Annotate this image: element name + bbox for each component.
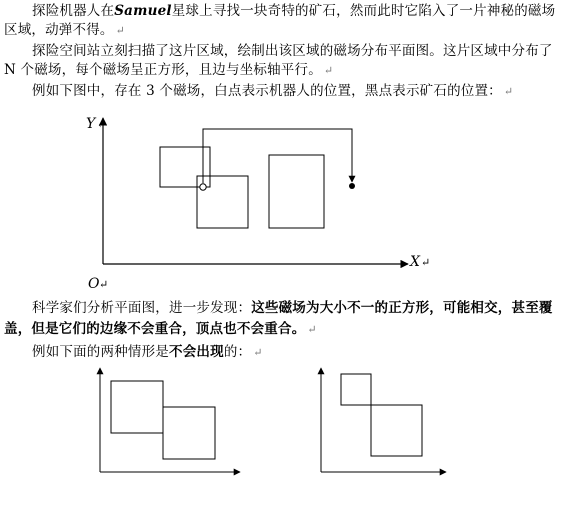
counterexample-text-a: 例如下面的两种情形是: [32, 344, 169, 360]
scan-text: 探险空间站立刻扫描了这片区域，绘制出该区域的磁场分布平面图。这片区域中分布了 N 个磁场，每个磁场呈正方形，且边与坐标轴平行。: [4, 43, 553, 78]
example-square-b: [163, 407, 215, 459]
field-square-2: [197, 176, 248, 228]
ore-position-dot: [349, 183, 355, 189]
paragraph-counterexample: [4, 343, 556, 362]
paragraph-example: [4, 82, 556, 101]
field-square-3: [269, 155, 324, 228]
robot-position-dot: [200, 184, 206, 190]
paragraph-discovery: [4, 298, 556, 340]
return-mark: ↵: [97, 118, 107, 131]
paragraph-scan: [4, 42, 556, 80]
return-mark: ↵: [253, 346, 263, 359]
return-mark: ↵: [421, 256, 431, 269]
return-mark: ↵: [503, 85, 514, 98]
return-mark: ↵: [323, 64, 334, 77]
y-axis-label: Y: [86, 116, 96, 132]
return-mark: ↵: [99, 278, 109, 291]
field-square-1-overlap-edge: [160, 147, 210, 187]
return-mark: ↵: [307, 323, 317, 336]
planet-name: Samuel: [114, 3, 172, 19]
intro-text-a: 探险机器人在: [32, 3, 115, 19]
example-text: 例如下图中，存在 3 个磁场，白点表示机器人的位置，黑点表示矿石的位置：: [32, 83, 502, 99]
x-axis-label: X: [410, 254, 420, 270]
return-mark: ↵: [115, 24, 126, 37]
discovery-text-bold: 这些磁场为大小不一的正方形，可能相交，甚至覆盖，但是它们的边缘不会重合，顶点也不会重合。: [4, 300, 553, 337]
field-square-1: [160, 147, 210, 187]
path-line: [203, 129, 352, 183]
origin-label: O: [88, 276, 100, 292]
example-square-c: [341, 374, 371, 405]
intro-text-b: 星球上寻找一块奇特的矿石，然而此时它陷入了一片神秘的磁场区域，动弹不得。: [4, 3, 556, 38]
example-square-d: [371, 405, 422, 456]
discovery-text-a: 科学家们分析平面图，进一步发现：: [32, 300, 252, 316]
paragraph-intro: [4, 2, 556, 40]
counterexample-text-bold: 不会出现: [169, 344, 224, 360]
counterexample-text-b: 的：: [223, 344, 252, 360]
example-square-a: [111, 381, 163, 433]
